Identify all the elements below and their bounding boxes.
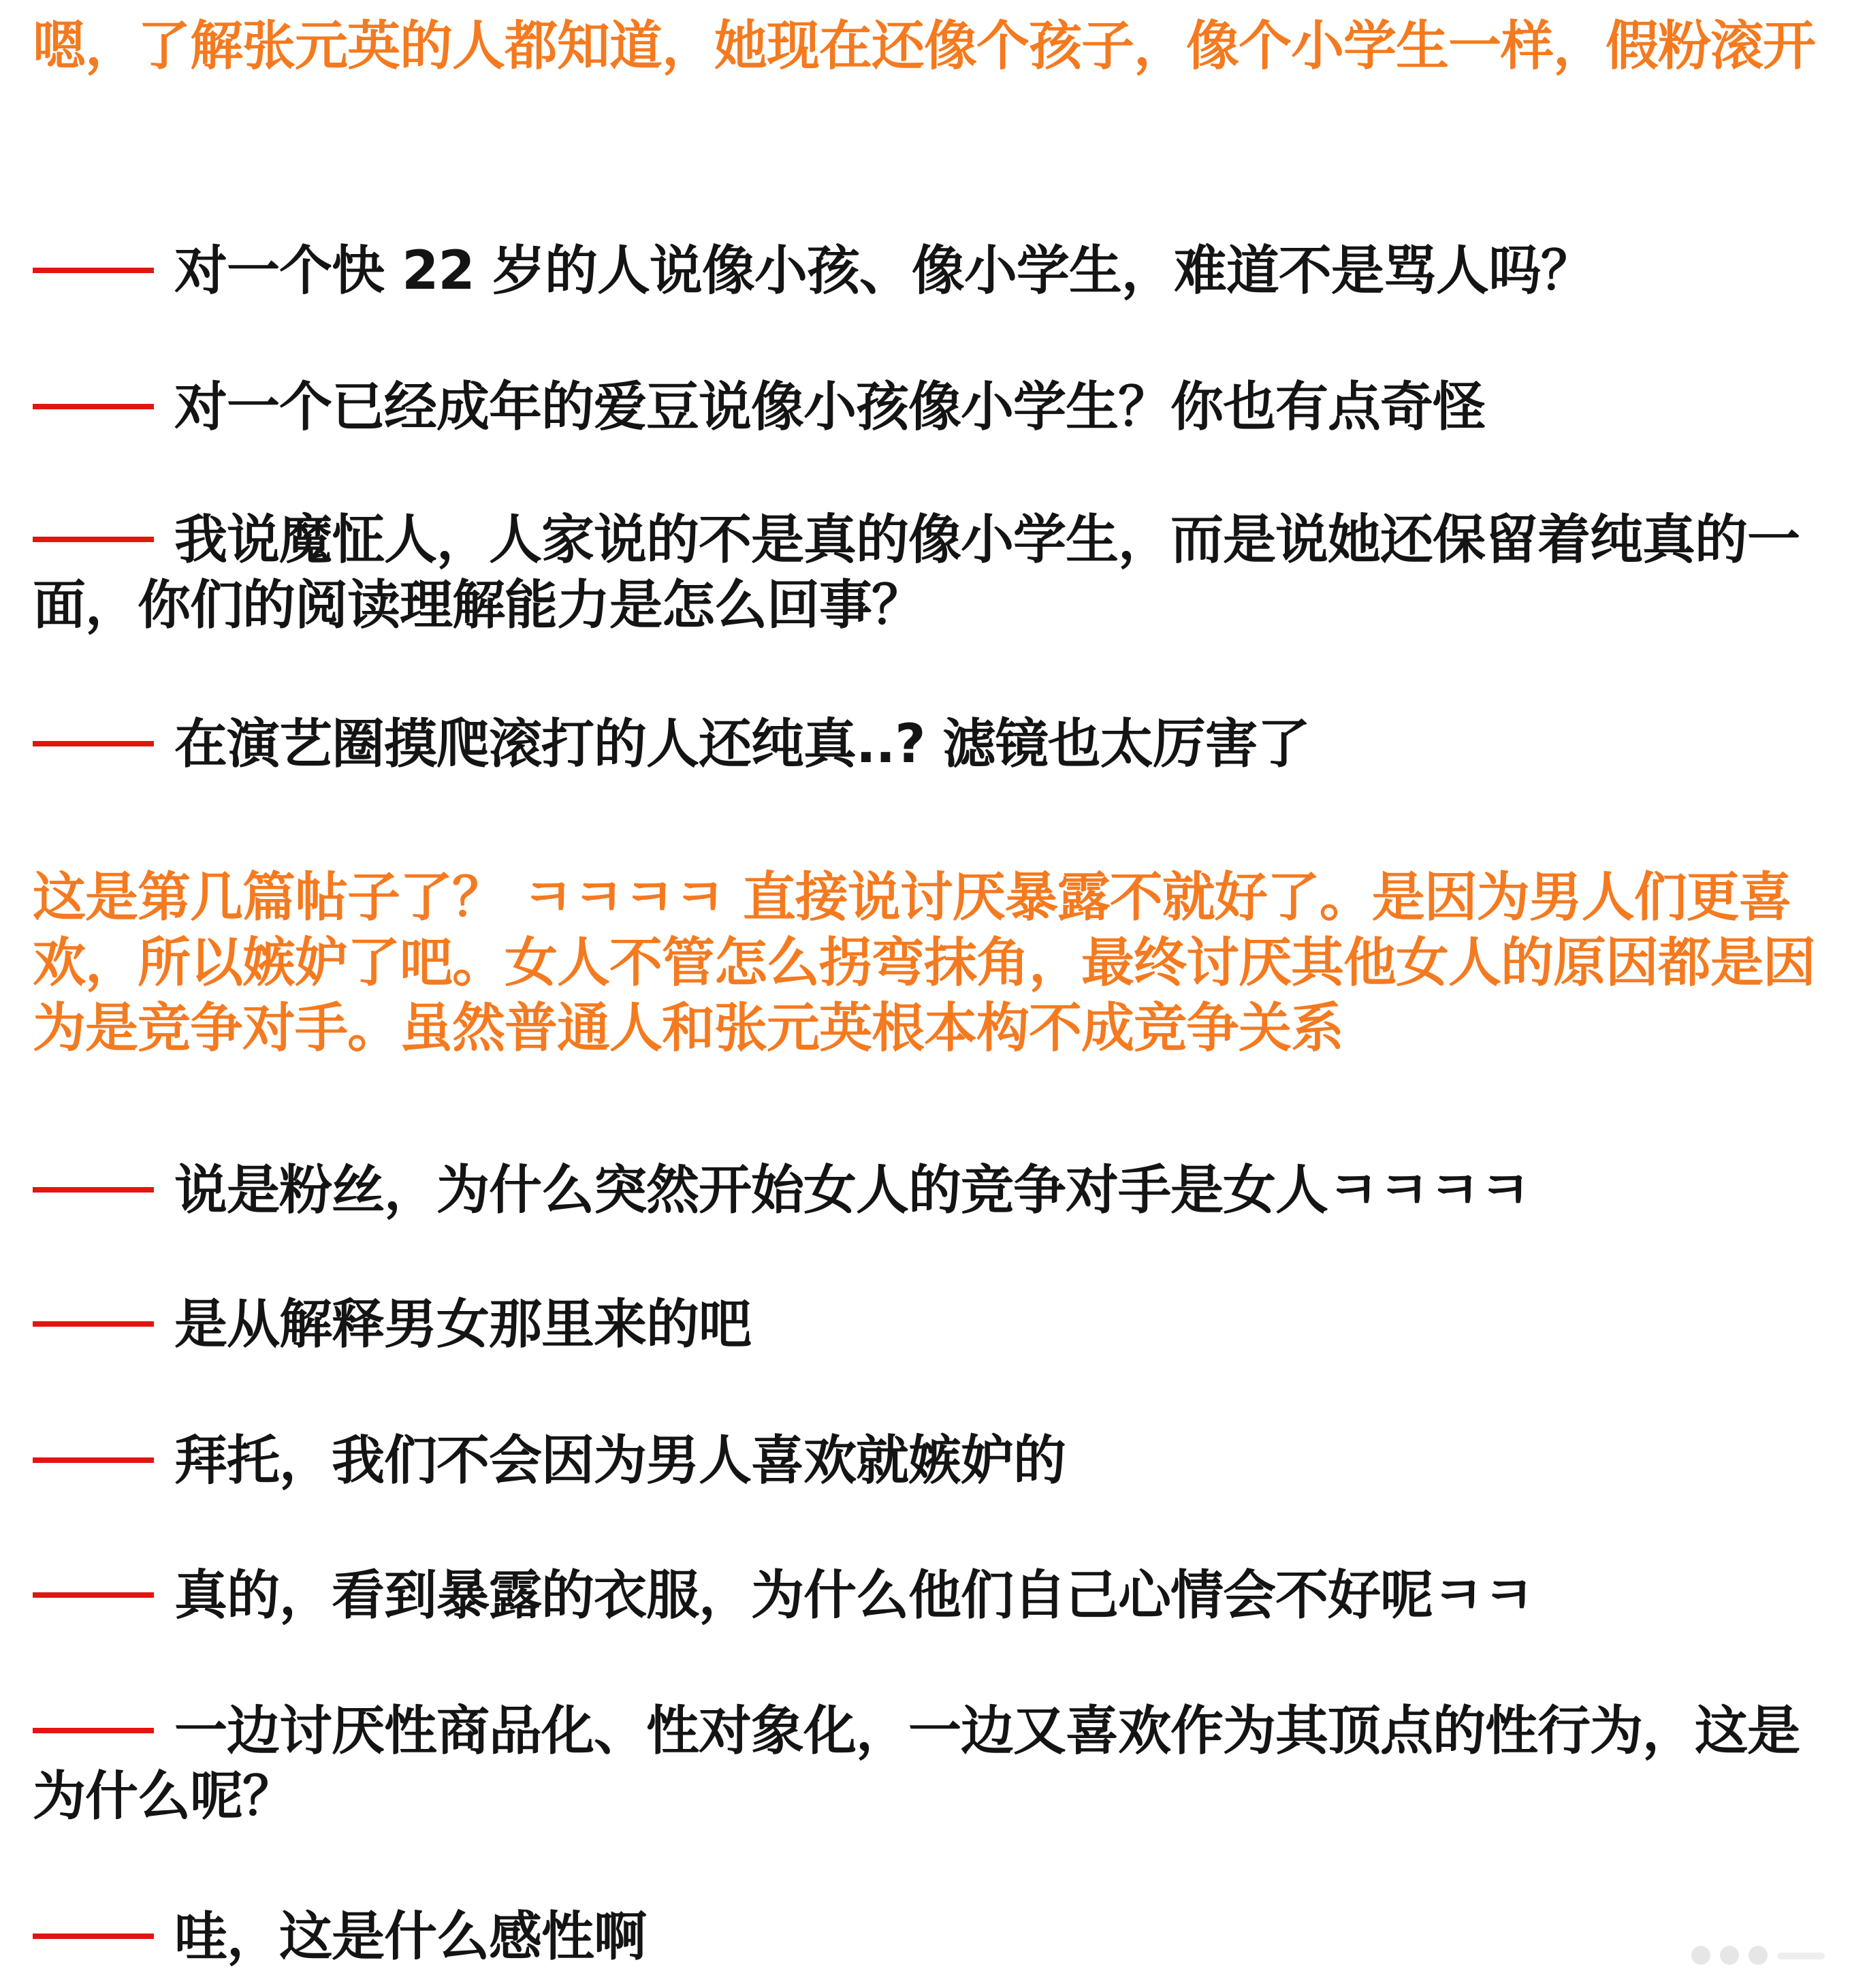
reply-text: 对一个已经成年的爱豆说像小孩像小学生？你也有点奇怪 (174, 377, 1486, 438)
reply-text: 是从解释男女那里来的吧 (174, 1294, 752, 1355)
second-post-text: 这是第几篇帖子了？ ㅋㅋㅋㅋ 直接说讨厌暴露不就好了。是因为男人们更喜欢，所以嫉妒了吧。女人不管怎么拐弯抹角，最终讨厌其他女人的原因都是因为是竞争对手。虽然普通人和张元英根本构不成竞争关系 (33, 867, 1816, 1059)
reply-dash (33, 1592, 154, 1598)
reply-text: 哇，这是什么感性啊 (174, 1906, 647, 1968)
reply-dash (33, 1934, 154, 1939)
watermark-dot (1691, 1946, 1710, 1965)
reply-text: 对一个快 22 岁的人说像小孩、像小学生，难道不是骂人吗？ (174, 240, 1593, 302)
watermark-dot (1720, 1946, 1739, 1965)
reply-text: 在演艺圈摸爬滚打的人还纯真..? 滤镜也太厉害了 (174, 714, 1310, 775)
reply-item (33, 238, 1830, 304)
reply-text: 说是粉丝，为什么突然开始女人的竞争对手是女人ㅋㅋㅋㅋ (174, 1160, 1531, 1221)
reply-text: 拜托，我们不会因为男人喜欢就嫉妒的 (174, 1430, 1066, 1492)
reply-text: 一边讨厌性商品化、性对象化，一边又喜欢作为其顶点的性行为，这是为什么呢？ (33, 1701, 1800, 1827)
reply-dash (33, 1728, 154, 1733)
reply-item (33, 507, 1830, 638)
reply-item (33, 1904, 1830, 1970)
reply-item (33, 375, 1830, 440)
reply-dash (33, 268, 154, 273)
watermark-dot (1749, 1946, 1768, 1965)
reply-item (33, 1563, 1830, 1628)
reply-item (33, 1699, 1830, 1829)
reply-item (33, 1428, 1830, 1494)
original-post (33, 14, 1830, 79)
reply-dash (33, 1187, 154, 1193)
reply-dash (33, 537, 154, 542)
reply-item (33, 1292, 1830, 1357)
watermark-bar (1777, 1953, 1825, 1959)
reply-text: 真的，看到暴露的衣服，为什么他们自己心情会不好呢ㅋㅋ (174, 1565, 1534, 1626)
second-post (33, 865, 1830, 1061)
original-post-text: 嗯，了解张元英的人都知道，她现在还像个孩子，像个小学生一样，假粉滚开 (33, 16, 1816, 77)
reply-dash (33, 404, 154, 409)
faint-watermark (1682, 1946, 1859, 1970)
reply-dash (33, 741, 154, 746)
reply-dash (33, 1457, 154, 1463)
reply-text: 我说魔怔人，人家说的不是真的像小学生，而是说她还保留着纯真的一面，你们的阅读理解能力是怎么回事？ (33, 509, 1800, 636)
reply-item (33, 1158, 1830, 1223)
reply-dash (33, 1321, 154, 1327)
reply-item (33, 712, 1830, 777)
